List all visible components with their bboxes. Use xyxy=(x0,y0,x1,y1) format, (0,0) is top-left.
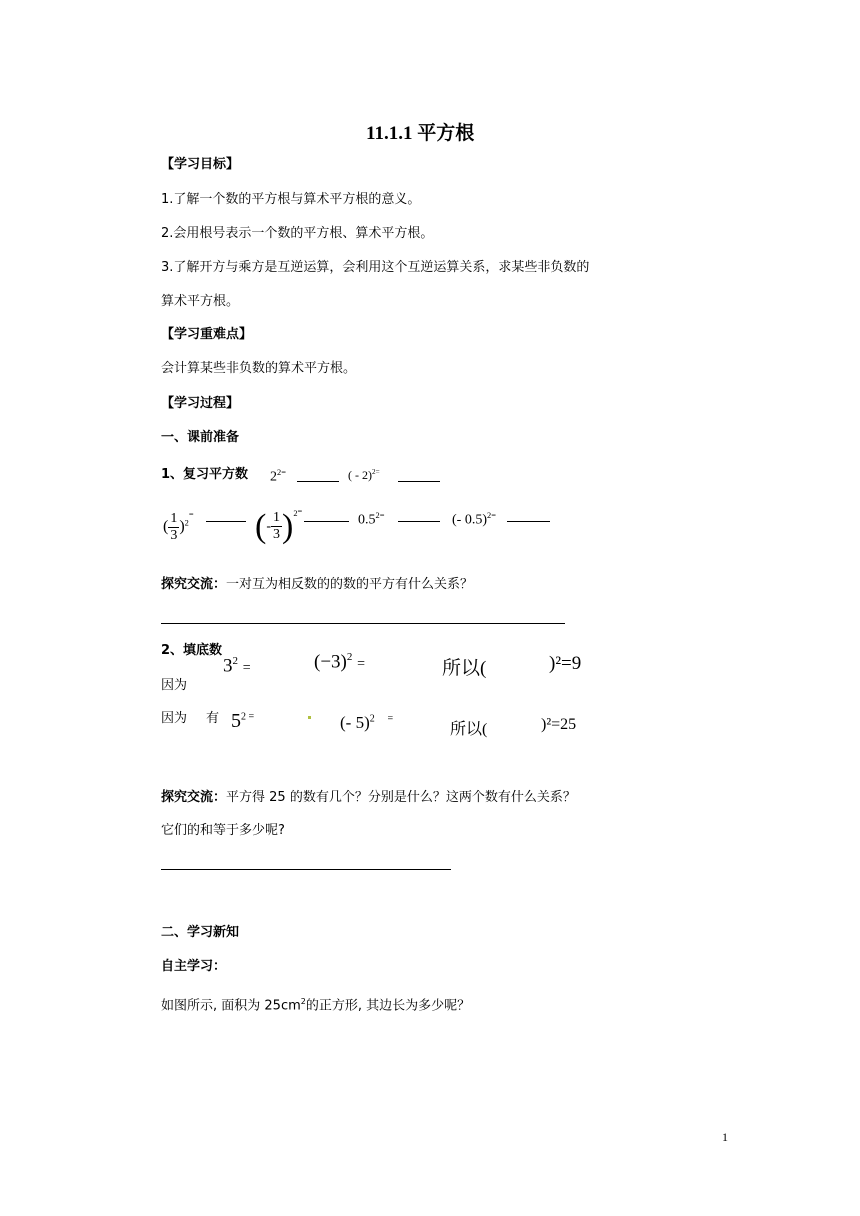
review-expr-2: ( - 2)$^{2=}$ xyxy=(348,468,380,482)
review-expr-4: (- $\frac{1}{3}$ )$^{2=}$ xyxy=(255,507,303,545)
section-1-heading: 一、课前准备 xyxy=(161,430,240,445)
objectives-heading: 【学习目标】 xyxy=(161,157,240,172)
key-points-text: 会计算某些非负数的算术平方根。 xyxy=(161,361,357,376)
answer-blank-5[interactable] xyxy=(398,521,440,522)
fill-expr-4: $5^2$ = xyxy=(231,710,255,732)
objective-item-3: 3.了解开方与乘方是互逆运算，会利用这个互逆运算关系，求某些非负数的 xyxy=(161,260,590,275)
because-label-2: 因为 xyxy=(161,711,188,726)
key-points-heading: 【学习重难点】 xyxy=(161,327,253,342)
because-label-1: 因为 xyxy=(161,678,188,693)
review-expr-6: (- 0.5)$^{2=}$ xyxy=(452,511,496,528)
fill-expr-1: $3^2$ = xyxy=(223,655,251,677)
objective-item-2: 2.会用根号表示一个数的平方根、算术平方根。 xyxy=(161,226,434,241)
have-label: 有 xyxy=(206,711,220,726)
fill-expr-6-close: )²=25 xyxy=(541,716,577,733)
page-number: 1 xyxy=(722,1130,728,1144)
stray-mark xyxy=(308,716,311,719)
explore-question-2: 探究交流：平方得 25 的数有几个？分别是什么？这两个数有什么关系？ xyxy=(161,790,576,805)
objective-item-3-continued: 算术平方根。 xyxy=(161,294,240,309)
review-expr-1: $2^{2=}$ xyxy=(270,468,286,485)
answer-blank-6[interactable] xyxy=(507,521,550,522)
explore-question-2-continued: 它们的和等于多少呢? xyxy=(161,823,285,838)
review-expr-5: $0.5^{2=}$ xyxy=(358,511,385,528)
answer-blank-3[interactable] xyxy=(206,521,246,522)
fill-base-label: 2、填底数 xyxy=(161,643,223,658)
answer-blank-2[interactable] xyxy=(398,481,440,482)
fill-expr-3-open: 所以( xyxy=(442,658,487,679)
square-question: 如图所示, 面积为 $25cm^2$的正方形, 其边长为多少呢？ xyxy=(161,997,471,1014)
answer-blank-4[interactable] xyxy=(304,521,349,522)
explore-question-1: 探究交流：一对互为相反数的的数的平方有什么关系？ xyxy=(161,577,474,592)
answer-line-1[interactable] xyxy=(161,623,565,624)
process-heading: 【学习过程】 xyxy=(161,396,240,411)
page-title: 11.1.1 平方根 xyxy=(366,123,475,144)
answer-blank-1[interactable] xyxy=(297,481,339,482)
objective-item-1: 1.了解一个数的平方根与算术平方根的意义。 xyxy=(161,192,421,207)
answer-line-2[interactable] xyxy=(161,869,451,870)
fill-expr-5: (- 5)$^2$ = xyxy=(340,713,394,732)
review-expr-3: ( $\frac{1}{3}$ )$^{2=}$ xyxy=(163,510,194,544)
fill-expr-3-close: )²=9 xyxy=(549,653,582,674)
fill-expr-2: $(-3)^2$ = xyxy=(314,651,366,673)
fill-expr-6-open: 所以( xyxy=(450,721,488,738)
self-study-label: 自主学习： xyxy=(161,959,227,974)
section-2-heading: 二、学习新知 xyxy=(161,925,240,940)
review-label: 1、复习平方数 xyxy=(161,467,249,482)
